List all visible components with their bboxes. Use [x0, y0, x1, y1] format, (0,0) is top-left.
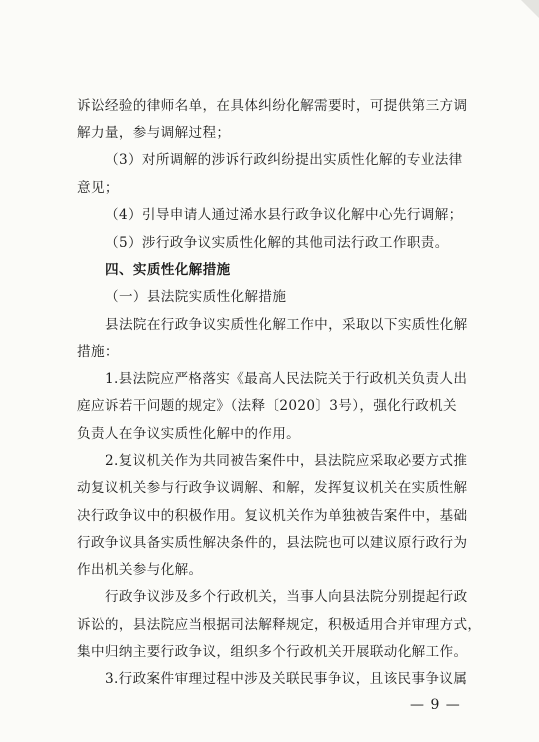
- section-heading: 四、实质性化解措施: [105, 262, 231, 278]
- subsection-heading: （一）县法院实质性化解措施: [105, 289, 287, 305]
- text-line-3: （3）对所调解的涉诉行政纠纷提出实质性化解的专业法律: [105, 152, 463, 168]
- text-line-20: 诉讼的，县法院应当根据司法解释规定，积极适用合并审理方式，: [77, 617, 482, 633]
- text-line-5: （4）引导申请人通过浠水县行政争议化解中心先行调解；: [105, 207, 463, 223]
- text-line-11: 1.县法院应严格落实《最高人民法院关于行政机关负责人出: [105, 371, 468, 387]
- text-line-1: 诉讼经验的律师名单，在具体纠纷化解需要时，可提供第三方调: [77, 98, 468, 114]
- text-line-12: 庭应诉若干问题的规定》（法释〔2020〕3号），强化行政机关: [77, 398, 457, 414]
- text-line-6: （5）涉行政争议实质性化解的其他司法行政工作职责。: [105, 235, 449, 251]
- text-line-13: 负责人在争议实质性化解中的作用。: [77, 426, 301, 442]
- text-line-10: 措施：: [77, 344, 119, 360]
- page-number: — 9 —: [410, 697, 461, 713]
- text-line-15: 动复议机关参与行政争议调解、和解，发挥复议机关在实质性解: [77, 480, 468, 496]
- text-line-18: 作出机关参与化解。: [77, 562, 203, 578]
- text-line-4: 意见；: [77, 180, 119, 196]
- text-line-16: 决行政争议中的积极作用。复议机关作为单独被告案件中，基础: [77, 508, 468, 524]
- text-line-17: 行政争议具备实质性解决条件的，县法院也可以建议原行政行为: [77, 535, 468, 551]
- text-line-9: 县法院在行政争议实质性化解工作中，采取以下实质性化解: [105, 317, 468, 333]
- text-line-14: 2.复议机关作为共同被告案件中，县法院应采取必要方式推: [105, 453, 468, 469]
- text-line-21: 集中归纳主要行政争议，组织多个行政机关开展联动化解工作。: [77, 644, 468, 660]
- text-line-19: 行政争议涉及多个行政机关，当事人向县法院分别提起行政: [105, 589, 468, 605]
- text-line-22: 3.行政案件审理过程中涉及关联民事争议，且该民事争议属: [105, 671, 468, 687]
- page-corner-fold: [521, 0, 539, 18]
- text-line-2: 解力量，参与调解过程；: [77, 125, 231, 141]
